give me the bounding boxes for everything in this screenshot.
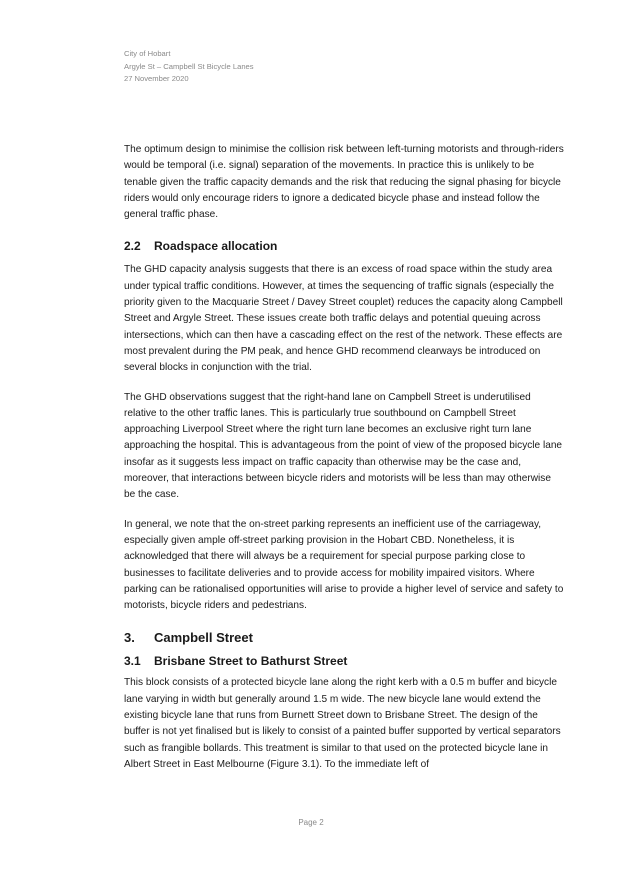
section-2-2-heading (124, 237, 564, 255)
header-project-title: Argyle St – Campbell St Bicycle Lanes (124, 61, 254, 71)
chapter-number: 3. (124, 630, 135, 646)
header-date: 27 November 2020 (124, 74, 189, 84)
intro-paragraph: The optimum design to minimise the collision risk between left-turning motorists and through-riders would be temporal (i.e. signal) separation of the movements. In practice this is unlikely to be tenable given the traffic capacity demands and the risk that reducing the signal phasing for bicycle riders would only encourage riders to ignore a dedicated bicycle phase and instead follow the general traffic phase. (124, 144, 564, 221)
chapter-title: Campbell Street (154, 630, 253, 646)
section-2-2-paragraph-1: The GHD capacity analysis suggests that there is an excess of road space within the study area under typical traffic conditions. However, at times the sequencing of traffic signals (especially the priority given to the Macquarie Street / Davey Street couplet) reduces the capacity along Campbell Street and Argyle Street. These issues create both traffic delays and potential queuing across intersections, which can then have a cascading effect on the rest of the network. These effects are most prevalent during the PM peak, and hence GHD recommend clearways be introduced on several blocks in conjunction with the trial. (124, 264, 563, 374)
section-3-1-paragraph: This block consists of a protected bicycle lane along the right kerb with a 0.5 m buffer and bicycle lane varying in width but generally around 1.5 m wide. The new bicycle lane would extend the existing bicycle lane that runs from Burnett Street down to Brisbane Street. The design of the buffer is not yet finalised but is likely to consist of a painted buffer supported by vertical separators such as frangible bollards. This treatment is similar to that used on the protected bicycle lane in Albert Street in East Melbourne (Figure 3.1). To the immediate left of (124, 677, 561, 770)
section-title: Brisbane Street to Bathurst Street (154, 654, 348, 669)
section-title: Roadspace allocation (154, 239, 278, 254)
section-3-1-heading (124, 652, 564, 670)
section-number: 2.2 (124, 239, 141, 254)
document-header (124, 48, 254, 86)
document-body (124, 142, 564, 773)
section-2-2-paragraph-3: In general, we note that the on-street parking represents an inefficient use of the carriageway, especially given ample off-street parking provision in the Hobart CBD. Nonetheless, it is acknowledged that there will always be a requirement for special purpose parking close to businesses to facilitate deliveries and to provide access for mobility impaired visitors. Where parking can be rationalised opportunities will arise to provide a higher level of service and safety to motorists, bicycle riders and pedestrians. (124, 518, 564, 612)
section-number: 3.1 (124, 654, 141, 669)
page-number: Page 2 (298, 818, 324, 827)
header-organisation: City of Hobart (124, 49, 171, 58)
chapter-3-heading (124, 628, 564, 648)
section-2-2-paragraph-2: The GHD observations suggest that the right-hand lane on Campbell Street is underutilised relative to the other traffic lanes. This is particularly true southbound on Campbell Street approaching Liverpool Street where the right turn lane becomes an exclusive right turn lane approaching the hospital. This is advantageous from the point of view of the proposed bicycle lane insofar as it suggests less impact on traffic capacity than otherwise may be the case and, moreover, that interactions between bicycle riders and motorists will be less than may otherwise be the case. (124, 391, 563, 501)
